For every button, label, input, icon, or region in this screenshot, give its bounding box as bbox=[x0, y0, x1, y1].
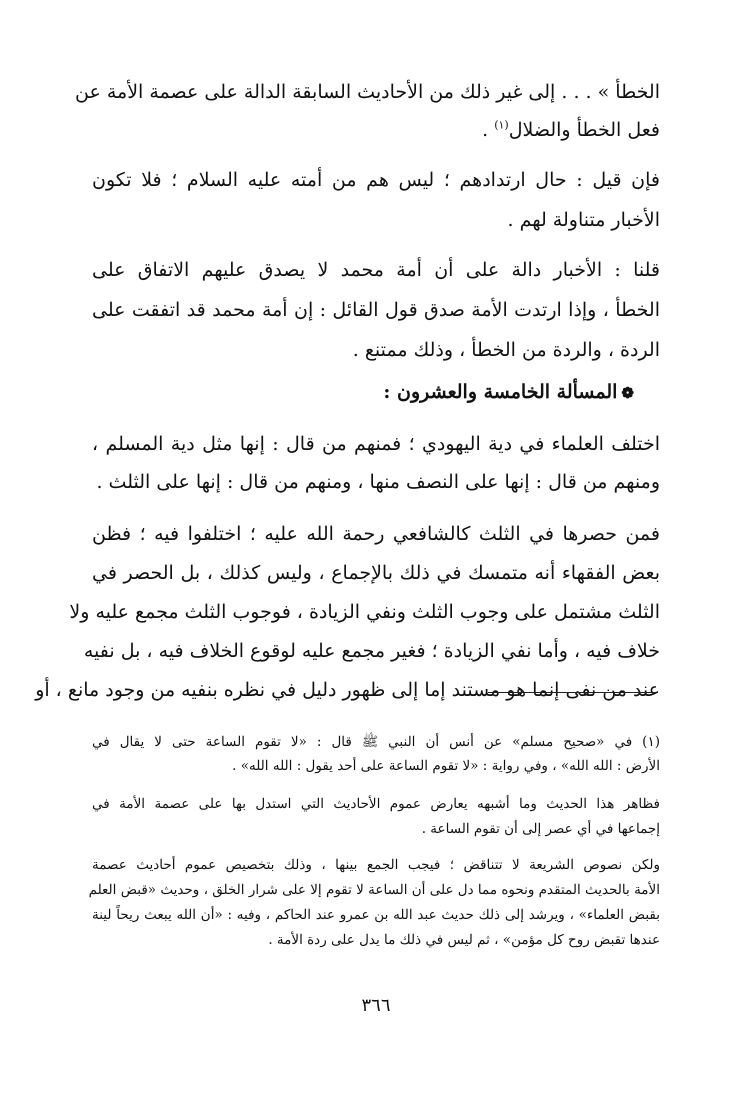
footnote-line-2: الأرض : الله الله» ، وفي رواية : «لا تقوم الساعة على أحد يقول : الله الله» . bbox=[232, 758, 660, 774]
body-line-2-text: فعل الخطأ والضلال bbox=[508, 119, 660, 141]
body-line-3: فإن قيل : حال ارتدادهم ؛ ليس هم من أمته عليه السلام ؛ فلا تكون bbox=[92, 169, 660, 191]
footnote-reference: (١) bbox=[494, 118, 509, 132]
body-line-6: الخطأ ، وإذا ارتدت الأمة صدق قول القائل : إن أمة محمد قد اتفقت على bbox=[92, 299, 660, 321]
body-line-12: بعض الفقهاء أنه متمسك في ذلك بالإجماع ، وليس كذلك ، بل الحصر في bbox=[92, 562, 660, 584]
body-line-11: فمن حصرها في الثلث كالشافعي رحمة الله عليه ؛ اختلفوا فيه ؛ فظن bbox=[92, 523, 660, 545]
body-line-2-period: . bbox=[482, 119, 489, 141]
footnote-line-7: بقبض العلماء» ، ويرشد إلى ذلك حديث عبد الله بن عمرو عند الحاكم ، وفيه : «أن الله يبعث ريحاً لينة bbox=[92, 907, 660, 923]
footnote-line-1: (١) في «صحيح مسلم» عن أنس أن النبي ﷺ قال : «لا تقوم الساعة حتى لا يقال في bbox=[92, 734, 660, 750]
body-line-4: الأخبار متناولة لهم . bbox=[507, 209, 660, 231]
body-line-13: الثلث مشتمل على وجوب الثلث ونفي الزيادة ، فوجوب الثلث مجمع عليه ولا bbox=[69, 601, 660, 623]
footnote-line-6: الأمة بالحديث المتقدم ونحوه مما دل على أن الساعة لا تقوم إلا على شرار الخلق ، وحديث «قبض العلم bbox=[88, 882, 660, 898]
footnote-line-4: إجماعها في أي عصر إلى أن تقوم الساعة . bbox=[421, 821, 660, 837]
section-heading-text: المسألة الخامسة والعشرون : bbox=[383, 381, 618, 403]
body-line-5: قلنا : الأخبار دالة على أن أمة محمد لا يصدق عليهم الاتفاق على bbox=[92, 259, 660, 281]
footnote-separator bbox=[488, 692, 656, 693]
footnote-line-8: عندها تقبض روح كل مؤمن» ، ثم ليس في ذلك ما يدل على ردة الأمة . bbox=[268, 932, 660, 948]
footnote-line-5: ولكن نصوص الشريعة لا تتناقض ؛ فيجب الجمع بينها ، وذلك بتخصيص عموم أحاديث عصمة bbox=[92, 857, 660, 873]
body-line-10: ومنهم من قال : إنها على النصف منها ، ومنهم من قال : إنها على الثلث . bbox=[96, 471, 660, 493]
body-line-7: الردة ، والردة من الخطأ ، وذلك ممتنع . bbox=[352, 339, 660, 361]
body-line-9: اختلف العلماء في دية اليهودي ؛ فمنهم من قال : إنها مثل دية المسلم ، bbox=[92, 433, 660, 455]
asterism-icon: ❁ bbox=[621, 384, 634, 402]
section-heading bbox=[66, 380, 634, 405]
body-line-14: خلاف فيه ، وأما نفي الزيادة ؛ فغير مجمع عليه لوقوع الخلاف فيه ، بل نفيه bbox=[83, 640, 660, 662]
footnote-line-3: فظاهر هذا الحديث وما أشبهه يعارض عموم الأحاديث التي استدل بها على عصمة الأمة في bbox=[92, 796, 660, 812]
body-line-2 bbox=[92, 118, 660, 142]
body-line-15: عند من نفى إنما هو مستند إما إلى ظهور دليل في نظره بنفيه من وجود مانع ، أو bbox=[35, 679, 660, 701]
page-number: ٣٦٦ bbox=[361, 995, 391, 1016]
body-line-1: الخطأ » . . . إلى غير ذلك من الأحاديث السابقة الدالة على عصمة الأمة عن bbox=[75, 81, 660, 103]
